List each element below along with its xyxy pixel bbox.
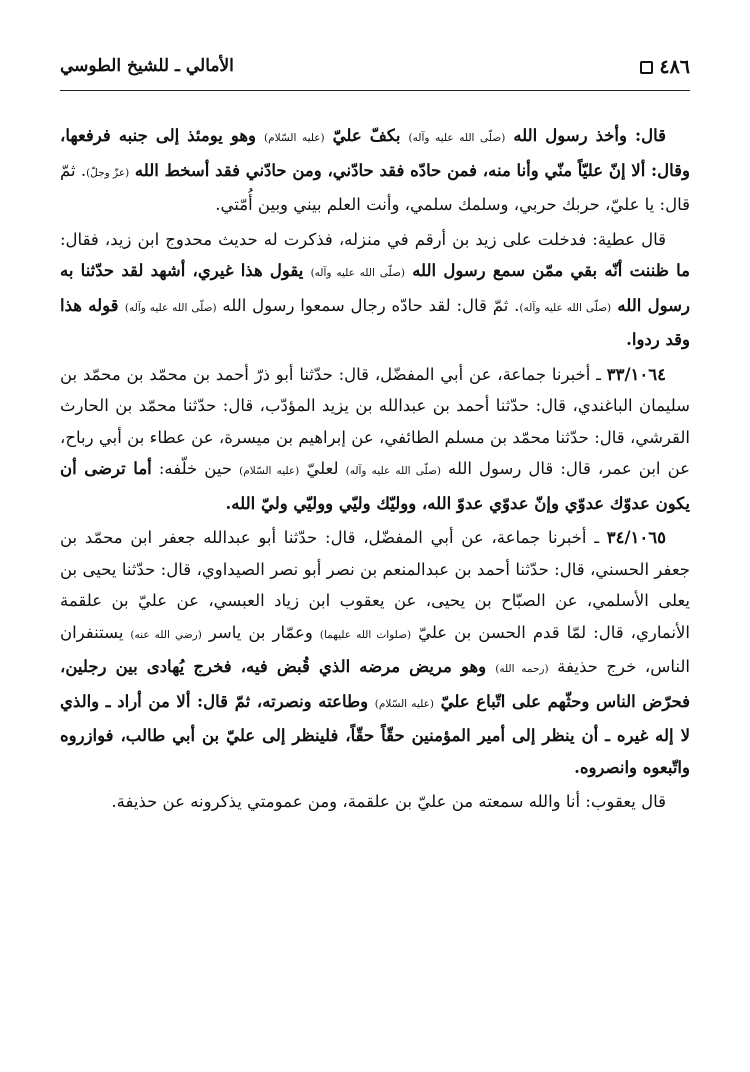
hadith-number: ٣٣/١٠٦٤ — [606, 364, 666, 384]
honorific-text: (صلّى الله عليه وآله) — [519, 301, 612, 314]
text-run: . ثمّ قال: لقد حادّه رجال سمعوا رسول الله — [216, 295, 520, 315]
text-run: وهو مريض مرضه الذي قُبض فيه، فخرج يُهادى بين رجلين، فحرّض الناس وحثّهم على اتّباع عليّ — [60, 657, 690, 711]
text-run: . ثمّ قال: يا عليّ، حربك حربي، وسلمك سلمي، وأنت العلم بيني وبين أُمّتي. — [60, 160, 690, 214]
text-run: وهو يومئذ إلى جنبه فرفعها، وقال: — [60, 126, 690, 180]
text-run: قوله هذا وقد ردوا. — [60, 295, 690, 349]
square-ornament-icon — [640, 61, 653, 74]
honorific-text: (صلّى الله عليه وآله) — [345, 465, 441, 477]
text-run: وطاعته ونصرته، ثمّ قال: ألا من أراد ـ والذي لا إله غيره ـ أن ينظر إلى أمير المؤمنين حقّاً حقّاً، فلينظر إلى عليّ بن أبي طالب، فوازروه واتّبعوه وانصروه. — [60, 691, 690, 777]
book-page — [60, 50, 690, 1050]
hadith-number: ٣٤/١٠٦٥ — [606, 528, 666, 547]
text-run: حين خلّفه: — [151, 459, 240, 478]
honorific-text: (عليه السّلام) — [239, 465, 300, 477]
text-run: ، فمن حادّه فقد حادّني، ومن حادّني فقد أسخط الله — [129, 160, 489, 180]
text-run: قال عطية: فدخلت على زيد بن أرقم في منزله، فذكرت له حديث محدوج ابن زيد، فقال: — [60, 229, 666, 249]
honorific-text: (عليه السّلام) — [374, 697, 434, 710]
honorific-text: (رحمه الله) — [495, 663, 549, 675]
text-run: وعمّار بن ياسر — [201, 622, 320, 642]
page-number: ٤٨٦ — [659, 56, 690, 78]
text-run: ـ أخبرنا جماعة، عن أبي المفضّل، قال: حدّثنا أبو عبدالله جعفر ابن محمّد بن جعفر الحسني، قال: حدّثنا أحمد بن عبدالمنعم بن نصر أبو نصر الصيداوي، قال: حدّثنا يحيى بن يعلى الأسلمي، عن الصبّاح بن يحيى، عن يعقوب ابن زياد العبسي، عن عليّ بن علقمة الأنماري، قال: لمّا قدم الحسن بن عليّ — [60, 528, 690, 642]
page-header — [60, 50, 690, 91]
text-run: ـ أخبرنا جماعة، عن أبي المفضّل، قال: حدّثنا أبو ذرّ أحمد بن محمّد بن محمّد بن سليمان الباغندي، قال: حدّثنا أحمد بن عبدالله بن يزيد المؤدّب، قال: حدّثنا محمّد بن الحارث القرشي، قال: حدّثنا محمّد بن مسلم الطائفي، عن إبراهيم بن ميسرة، عن عطاء بن أبي رباح، عن ابن عمر، قال: قال رسول الله — [60, 364, 690, 478]
honorific-text: (صلّى الله عليه وآله) — [124, 301, 217, 314]
text-run: ما ظننت أنّه بقي ممّن سمع رسول الله — [404, 261, 690, 280]
paragraph-hadith-1065 — [60, 522, 690, 783]
text-run: بكفّ عليّ — [324, 126, 409, 145]
text-run: قال: وأخذ رسول الله — [505, 126, 666, 145]
page-body — [60, 120, 690, 821]
honorific-text: (صلّى الله عليه وآله) — [310, 267, 405, 279]
text-run: أما ترضى أن يكون عدوّك عدوّي وإنّ عدوّي عدوّ الله، ووليّك وليّي ووليّي وليّ الله. — [60, 459, 690, 513]
paragraph-closing — [60, 786, 690, 818]
text-run: يستنفران الناس، خرج حذيفة — [60, 622, 691, 676]
honorific-text: (صلوات الله عليهما) — [319, 628, 412, 641]
honorific-text: (عزّ وجلّ) — [86, 166, 130, 179]
text-run: لعليّ — [299, 459, 346, 478]
honorific-text: (رضي الله عنه) — [130, 628, 202, 641]
paragraph-2 — [60, 224, 690, 356]
honorific-text: (صلّى الله عليه وآله) — [408, 132, 506, 144]
text-run: ألا إنّ عليّاً منّي وأنا منه — [488, 160, 646, 180]
page-number-block — [640, 56, 690, 78]
paragraph-1 — [60, 120, 690, 221]
text-run: قال يعقوب: أنا والله سمعته من عليّ بن علقمة، ومن عمومتي يذكرونه عن حذيفة. — [111, 792, 666, 811]
honorific-text: (عليه السّلام) — [264, 132, 325, 144]
book-title: الأمالي ـ للشيخ الطوسي — [60, 56, 234, 76]
text-run: يقول هذا غيري، أشهد لقد حدّثنا به رسول الله — [60, 261, 690, 315]
paragraph-hadith-1064 — [60, 359, 690, 520]
